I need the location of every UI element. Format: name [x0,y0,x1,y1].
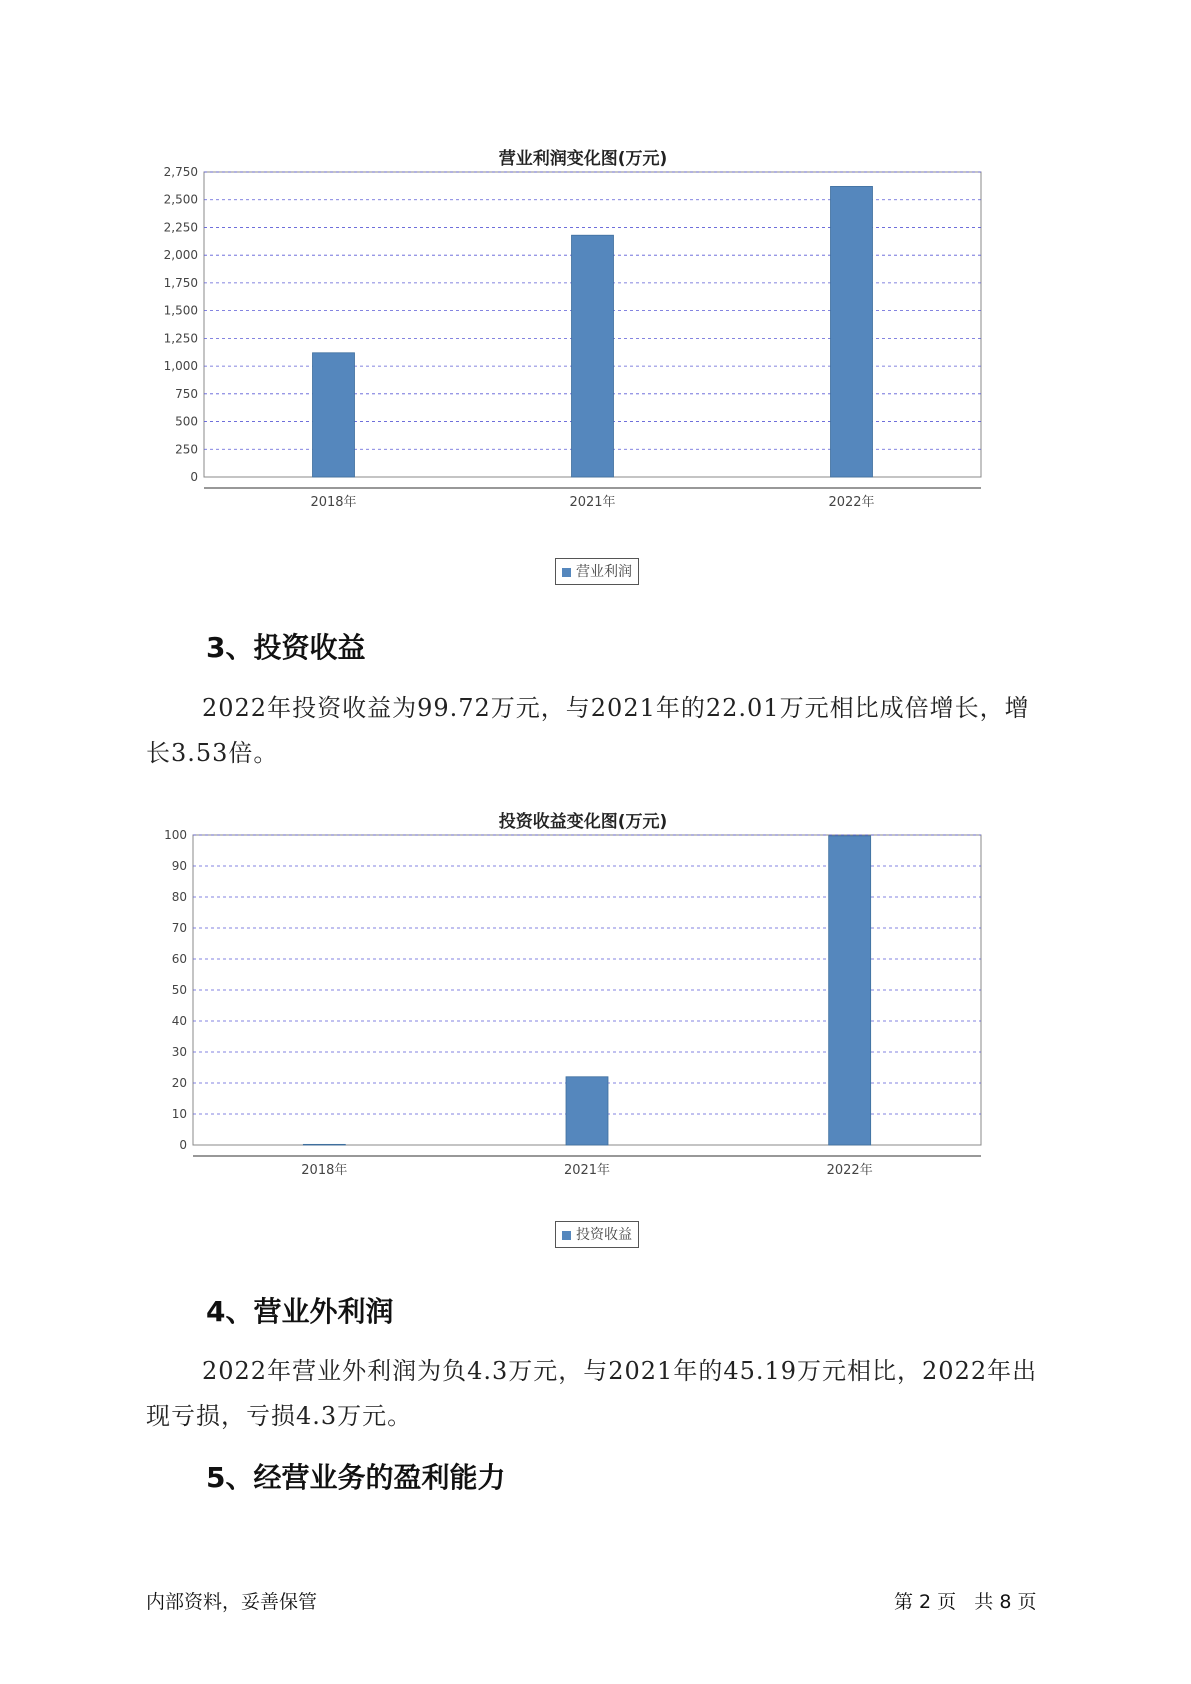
legend-swatch [562,568,571,577]
y-tick-label: 0 [179,1138,187,1152]
y-tick-label: 20 [171,1076,187,1090]
section-4-heading: 4、营业外利润 [206,1295,394,1328]
operating-profit-chart [160,140,1020,600]
y-tick-label: 750 [175,386,198,401]
chart-legend [555,558,639,585]
section-5-heading: 5、经营业务的盈利能力 [206,1461,506,1494]
chart-plot [160,803,1020,1243]
x-tick-label: 2022年 [826,1163,873,1178]
bar [829,836,871,1145]
legend-label: 投资收益 [576,1227,632,1243]
y-tick-label: 40 [171,1014,187,1028]
x-tick-label: 2018年 [301,1163,348,1178]
y-tick-label: 250 [175,442,198,457]
y-tick-label: 30 [171,1045,187,1059]
y-tick-label: 2,000 [163,248,198,263]
y-tick-label: 80 [171,890,187,904]
y-tick-label: 2,500 [163,192,198,207]
y-tick-label: 100 [164,828,187,842]
bar [303,1144,345,1145]
chart-legend [555,1221,639,1248]
chart-title: 营业利润变化图(万元) [498,149,668,169]
y-tick-label: 50 [171,983,187,997]
chart-title: 投资收益变化图(万元) [498,812,668,832]
footer-confidential-note: 内部资料，妥善保管 [146,1591,318,1613]
footer-page-number: 第 2 页 共 8 页 [894,1591,1037,1613]
y-tick-label: 1,000 [163,359,198,374]
bar [572,235,614,477]
y-tick-label: 0 [190,470,198,484]
legend-label: 营业利润 [576,564,632,580]
y-tick-label: 2,750 [163,165,198,179]
y-tick-label: 70 [171,921,187,935]
section-4-paragraph: 2022年营业外利润为负4.3万元，与2021年的45.19万元相比，2022年出现亏损，亏损4.3万元。 [146,1357,1038,1430]
y-tick-label: 1,250 [163,331,198,346]
section-3-heading: 3、投资收益 [206,631,366,664]
legend-swatch [562,1231,571,1240]
chart-plot [160,140,1020,580]
y-tick-label: 90 [171,859,187,873]
x-tick-label: 2021年 [569,495,616,510]
y-tick-label: 2,250 [163,220,198,235]
y-tick-label: 1,750 [163,275,198,290]
bar [313,353,355,477]
y-tick-label: 10 [171,1107,187,1121]
x-tick-label: 2022年 [828,495,875,510]
bar [566,1077,608,1145]
bar [831,186,873,477]
y-tick-label: 1,500 [163,303,198,318]
x-tick-label: 2018年 [310,495,357,510]
section-3-paragraph: 2022年投资收益为99.72万元，与2021年的22.01万元相比成倍增长，增长3.53倍。 [146,694,1030,767]
x-tick-label: 2021年 [563,1163,611,1178]
investment-income-chart [160,803,1020,1263]
y-tick-label: 60 [171,952,187,966]
y-tick-label: 500 [175,414,198,429]
